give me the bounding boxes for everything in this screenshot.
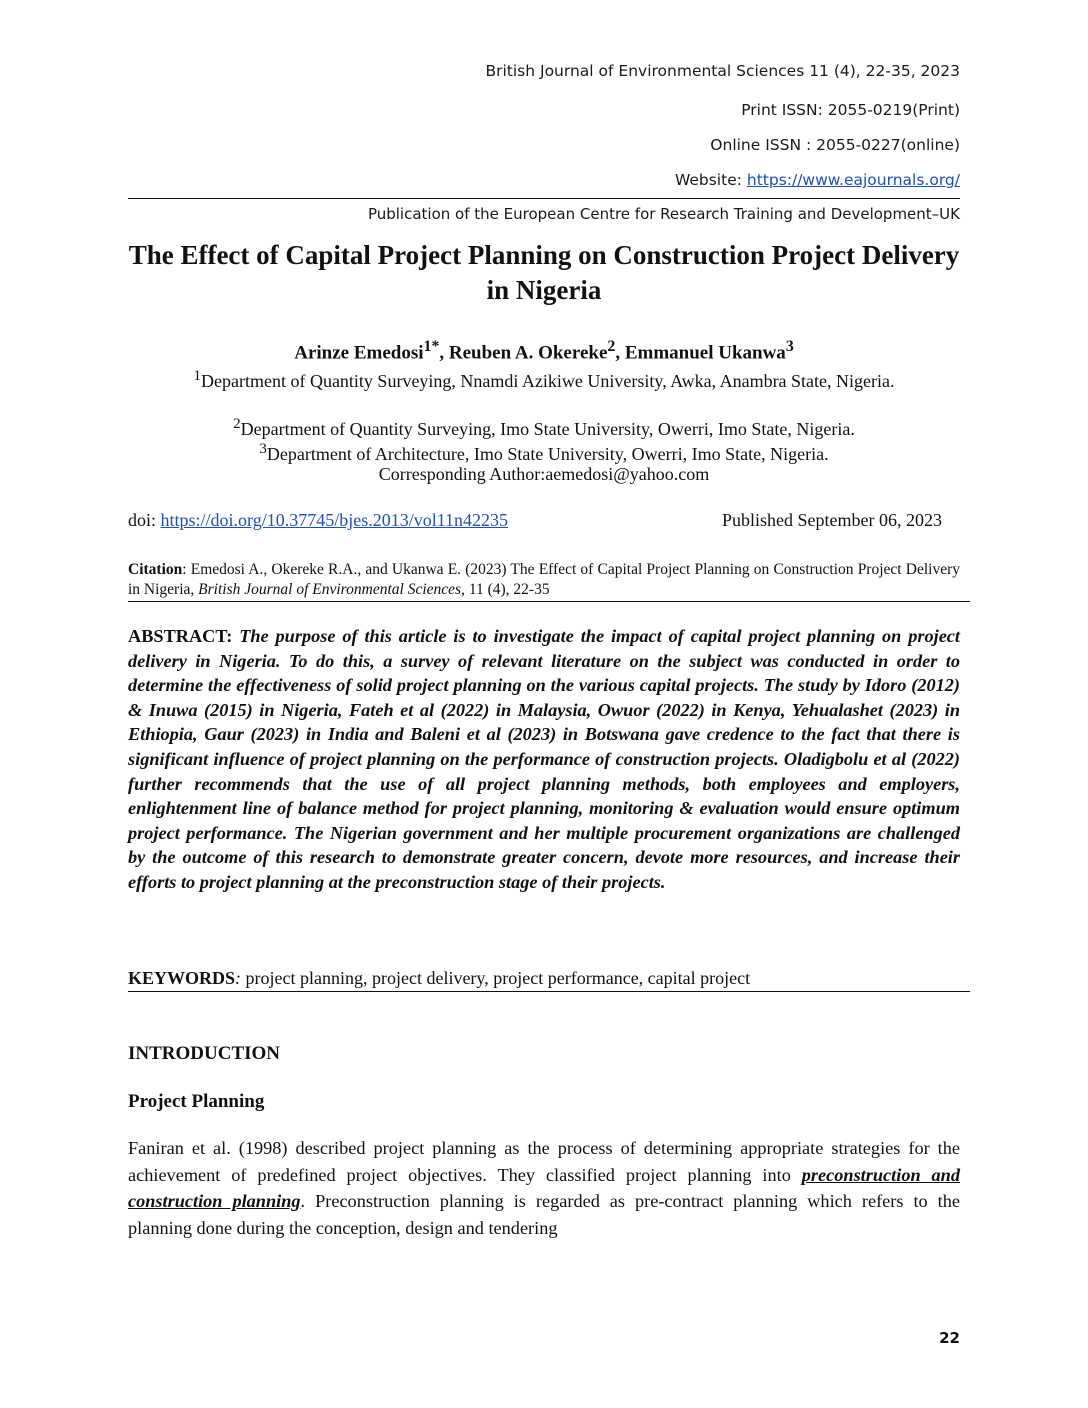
website-label: Website: <box>674 171 747 189</box>
header-rule <box>128 198 960 199</box>
affiliation-text: Department of Architecture, Imo State University, Owerri, Imo State, Nigeria. <box>266 444 829 464</box>
doi-link[interactable]: https://doi.org/10.37745/bjes.2013/vol11n42235 <box>160 510 509 530</box>
citation <box>128 560 960 600</box>
abstract-label: ABSTRACT: <box>128 626 233 646</box>
abstract <box>128 624 960 895</box>
journal-line: British Journal of Environmental Sciences 11 (4), 22-35, 2023 <box>485 62 960 80</box>
affiliation-sup: 2 <box>233 416 241 432</box>
author-sup: 1* <box>423 338 440 355</box>
section-heading-introduction: INTRODUCTION <box>128 1043 281 1064</box>
author-name: Emmanuel Ukanwa <box>624 342 786 364</box>
author-sup: 3 <box>785 338 794 355</box>
affiliation-sup: 1 <box>193 368 201 384</box>
affiliation-sup: 3 <box>259 441 267 457</box>
subsection-heading-project-planning: Project Planning <box>128 1091 265 1112</box>
online-issn: Online ISSN : 2055-0227(online) <box>710 136 960 154</box>
page-number: 22 <box>939 1329 960 1347</box>
doi-line <box>128 510 960 531</box>
website-link[interactable]: https://www.eajournals.org/ <box>746 171 960 189</box>
citation-label: Citation <box>128 561 183 578</box>
body-paragraph <box>128 1135 960 1241</box>
author-name: Reuben A. Okereke <box>448 342 608 364</box>
author-name: Arinze Emedosi <box>294 342 424 364</box>
keywords-text: project planning, project delivery, project performance, capital project <box>241 968 751 988</box>
author-sup: 2 <box>607 338 616 355</box>
keywords-colon: : <box>235 968 242 988</box>
affiliation-text: Department of Quantity Surveying, Nnamdi Azikiwe University, Awka, Anambra State, Nigeria. <box>200 371 895 391</box>
author-list: Arinze Emedosi$^{1*}$, Reuben A. Okereke$^2$, Emmanuel Ukanwa$^3$ <box>294 338 794 364</box>
citation-rule <box>128 601 970 602</box>
body-emphasis: preconstruction and construction planning <box>128 1164 960 1211</box>
paper-title: The Effect of Capital Project Planning on Construction Project Delivery in Nigeria <box>128 240 960 305</box>
affiliation-1 <box>128 364 960 393</box>
citation-journal: British Journal of Environmental Sciences <box>198 581 462 598</box>
keywords <box>128 968 970 992</box>
keywords-label: KEYWORDS <box>128 968 236 988</box>
corresponding-author: Corresponding Author:aemedosi@yahoo.com <box>378 464 710 484</box>
body-text-continued: . Preconstruction planning is regarded as pre-contract planning which refers to the planning done during the conception, design and tendering <box>128 1191 960 1238</box>
abstract-text: The purpose of this article is to investigate the impact of capital project planning on project delivery in Nigeria. To do this, a survey of relevant literature on the subject was conducted in order to determine the effectiveness of solid project planning on the various capital projects. The study by Idoro (2012) & Inuwa (2015) in Nigeria, Fateh et al (2022) in Malaysia, Owuor (2022) in Kenya, Yehualashet (2023) in Ethiopia, Gaur (2023) in India and Baleni et al (2023) in Botswana gave credence to the fact that there is significant influence of project planning on the performance of construction projects. Oladigbolu et al (2022) further recommends that the use of all project planning methods, both employees and employers, enlightenment line of balance method for project planning, monitoring & evaluation would ensure optimum project performance. The Nigerian government and her multiple procurement organizations are challenged by the outcome of this research to demonstrate greater concern, devote more resources, and increase their efforts to project planning at the preconstruction stage of their projects. <box>128 626 960 892</box>
print-issn: Print ISSN: 2055-0219(Print) <box>741 101 960 119</box>
published-date: Published September 06, 2023 <box>722 510 942 530</box>
website-line <box>675 171 960 189</box>
publisher-line: Publication of the European Centre for Research Training and Development–UK <box>367 205 960 223</box>
body-text: Faniran et al. (1998) described project planning as the process of determining appropriate strategies for the achievement of predefined project objectives. They classified project planning into <box>128 1138 960 1185</box>
citation-tail: , 11 (4), 22-35 <box>461 581 550 598</box>
doi-label: doi: <box>128 510 161 530</box>
affiliation-text: Department of Quantity Surveying, Imo State University, Owerri, Imo State, Nigeria. <box>240 419 855 439</box>
citation-text: : Emedosi A., Okereke R.A., and Ukanwa E. (2023) The Effect of Capital Project Planning on Construction Project Delivery in Nigeria, <box>128 561 960 598</box>
